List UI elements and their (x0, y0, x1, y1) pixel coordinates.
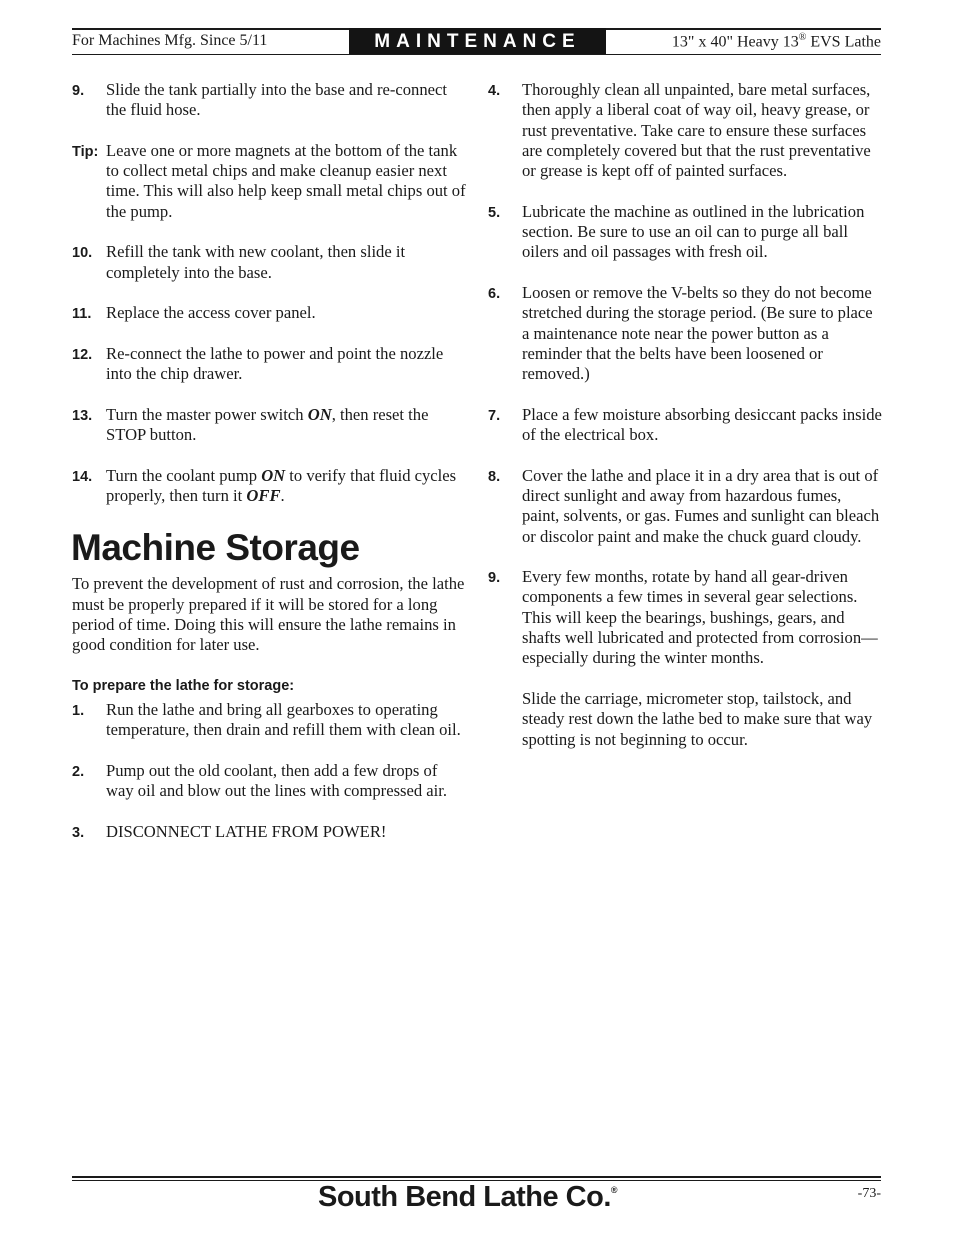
list-item (72, 344, 468, 385)
company-logo (318, 1181, 617, 1214)
page-number: -73- (857, 1186, 881, 1201)
item-text: Run the lathe and bring all gearboxes to operating temperature, then drain and refill them with clean oil. (106, 700, 461, 740)
item-number: 14. (72, 468, 93, 485)
header-section-label: MAINTENANCE (349, 28, 606, 55)
list-item (72, 761, 468, 802)
item-text: Cover the lathe and place it in a dry area that is out of direct sunlight and away from hazardous fumes, paint, solvents, or gas. Fumes and sunlight can bleach or discolor paint and make the chuck guard cloudy. (522, 465, 880, 546)
list-item (488, 466, 882, 547)
tip-text: Leave one or more magnets at the bottom of the tank to collect metal chips and make cleanup easier next time. This will also help keep small metal chips out of the pump. (106, 140, 466, 221)
item-text: Every few months, rotate by hand all gear-driven components a few times in several gear selections. This will keep the bearings, bushings, gears, and shafts well lubricated and protected from corrosion—especially during the winter months. (522, 567, 878, 668)
item-number: 9. (72, 83, 85, 99)
header-model-tail: EVS Lathe (806, 33, 881, 51)
item-emphasis: ON (307, 404, 332, 424)
list-item (72, 700, 468, 741)
page-header (72, 28, 881, 56)
header-model-text: 13" x 40" Heavy 13 (671, 33, 799, 51)
item-text: DISCONNECT LATHE FROM POWER! (106, 821, 387, 841)
item-emphasis-2: OFF (246, 485, 281, 505)
item-number: 11. (72, 306, 92, 323)
item-number: 12. (72, 346, 93, 363)
list-item (72, 466, 468, 507)
header-model (672, 32, 881, 51)
company-logo-reg: ® (610, 1185, 618, 1195)
list-item (488, 567, 882, 668)
item-number: 8. (488, 468, 501, 485)
header-model-reg: ® (798, 32, 807, 43)
item-number: 1. (72, 703, 85, 720)
item-text: Re-connect the lathe to power and point the nozzle into the chip drawer. (106, 343, 444, 384)
item-text: Slide the tank partially into the base and re-connect the fluid hose. (106, 80, 447, 120)
item-text: Lubricate the machine as outlined in the lubrication section. Be sure to use an oil can to purge all ball oilers and oil passages with fresh oil. (522, 201, 865, 262)
list-item (488, 405, 882, 446)
item-text-post: . (280, 485, 285, 505)
item-text-pre: Turn the master power switch (106, 404, 308, 424)
item-number: 5. (488, 204, 501, 221)
item-emphasis: ON (261, 465, 286, 485)
item-number: 13. (72, 407, 93, 424)
list-item (72, 242, 468, 283)
item-number: 4. (488, 83, 501, 99)
item-text: Refill the tank with new coolant, then slide it completely into the base. (106, 242, 406, 282)
list-item (488, 283, 882, 384)
section-intro: To prevent the development of rust and corrosion, the lathe must be properly prepared if it will be stored for a long period of time. Doing this will ensure the lathe remains in good condition for later use. (72, 574, 465, 655)
item-number: 7. (488, 407, 501, 424)
item-continuation: Slide the carriage, micrometer stop, tailstock, and steady rest down the lathe bed to make sure that way spotting is not beginning to occur. (522, 688, 873, 749)
header-machine-date: For Machines Mfg. Since 5/11 (72, 32, 268, 49)
header-rule-bottom (72, 54, 881, 55)
list-item (488, 80, 882, 181)
item-text: Loosen or remove the V-belts so they do not become stretched during the storage period. (Be sure to place a maintenance note near the power button as a reminder that the belts have been loosened or removed.) (522, 282, 873, 384)
item-number: 6. (488, 285, 501, 302)
right-column (488, 80, 882, 770)
list-item (72, 80, 468, 121)
list-item (488, 202, 882, 263)
procedure-subheading: To prepare the lathe for storage: (72, 677, 295, 694)
item-text: Pump out the old coolant, then add a few drops of way oil and blow out the lines with compressed air. (106, 760, 448, 801)
section-title: Machine Storage (71, 527, 360, 569)
item-number: 9. (488, 570, 501, 587)
company-logo-text: South Bend Lathe Co. (318, 1181, 611, 1213)
tip-note (72, 141, 468, 222)
item-number: 2. (72, 763, 85, 780)
item-text: Place a few moisture absorbing desiccant packs inside of the electrical box. (522, 404, 882, 445)
item-number: 3. (72, 824, 85, 841)
list-item (72, 822, 468, 842)
list-item (72, 405, 468, 446)
item-text: Thoroughly clean all unpainted, bare metal surfaces, then apply a liberal coat of way oil, heavy grease, or rust preventative. Take care to ensure these surfaces are completely covered but that the rust preventative or grease is kept off of painted surfaces. (522, 80, 871, 181)
item-text-post: , then reset the STOP button. (106, 404, 429, 445)
left-column (72, 80, 468, 862)
item-number: 10. (72, 245, 93, 262)
item-text: Replace the access cover panel. (106, 303, 316, 323)
tip-label: Tip: (72, 143, 99, 160)
list-item (72, 303, 468, 323)
footer-rule-top (72, 1176, 881, 1178)
item-text-mid: to verify that fluid cycles properly, then turn it (106, 465, 457, 505)
item-text-pre: Turn the coolant pump (106, 465, 262, 485)
